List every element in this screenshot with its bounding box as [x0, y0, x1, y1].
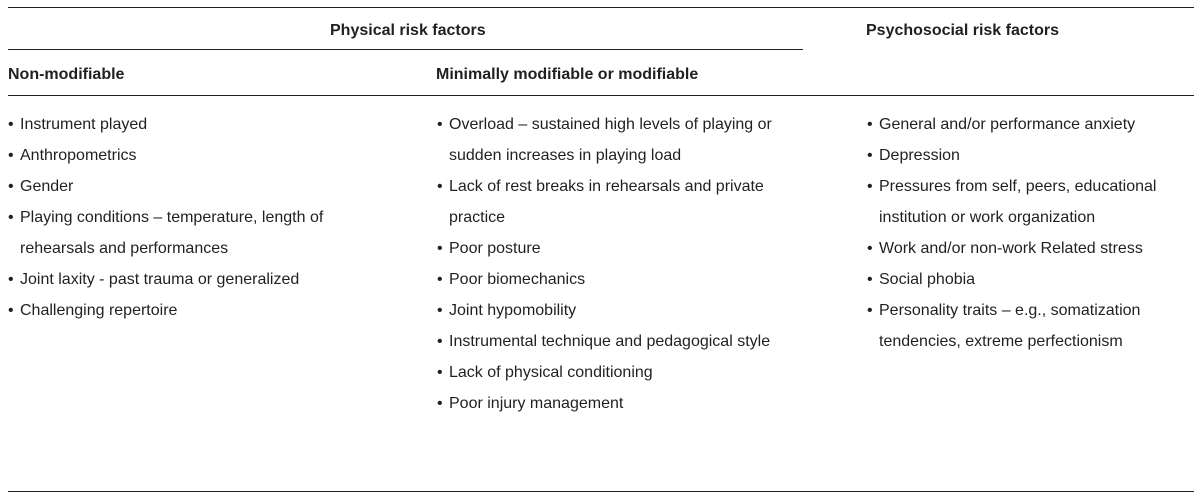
- header-bottom-rule: [8, 95, 1194, 96]
- non-modifiable-list: [8, 109, 348, 326]
- list-item: • Joint hypomobility: [437, 295, 777, 326]
- list-item: • Social phobia: [867, 264, 1192, 295]
- list-item: • Personality traits – e.g., somatization tendencies, extreme perfectionism: [867, 295, 1192, 357]
- list-item: • Lack of physical conditioning: [437, 357, 777, 388]
- list-item: • Pressures from self, peers, educational institution or work organization: [867, 171, 1192, 233]
- list-item: • Anthropometrics: [8, 140, 348, 171]
- physical-subheader-rule: [8, 49, 803, 50]
- list-item: • General and/or performance anxiety: [867, 109, 1192, 140]
- list-item: • Joint laxity - past trauma or generalized: [8, 264, 348, 295]
- list-item: • Instrumental technique and pedagogical style: [437, 326, 777, 357]
- list-item: • Poor posture: [437, 233, 777, 264]
- list-item: • Overload – sustained high levels of playing or sudden increases in playing load: [437, 109, 777, 171]
- psychosocial-list: [867, 109, 1192, 357]
- list-item: • Challenging repertoire: [8, 295, 348, 326]
- list-item: • Playing conditions – temperature, length of rehearsals and performances: [8, 202, 348, 264]
- list-item: • Poor injury management: [437, 388, 777, 419]
- list-item: • Work and/or non-work Related stress: [867, 233, 1192, 264]
- list-item: • Instrument played: [8, 109, 348, 140]
- list-item: • Gender: [8, 171, 348, 202]
- bottom-rule: [8, 491, 1194, 492]
- list-item: • Depression: [867, 140, 1192, 171]
- psychosocial-risk-header: Psychosocial risk factors: [866, 22, 1059, 39]
- non-modifiable-header: Non-modifiable: [8, 66, 125, 83]
- list-item: • Lack of rest breaks in rehearsals and private practice: [437, 171, 777, 233]
- physical-risk-header: Physical risk factors: [330, 22, 486, 39]
- list-item: • Poor biomechanics: [437, 264, 777, 295]
- top-rule: [8, 7, 1194, 8]
- modifiable-header: Minimally modifiable or modifiable: [436, 66, 699, 83]
- modifiable-list: [437, 109, 777, 419]
